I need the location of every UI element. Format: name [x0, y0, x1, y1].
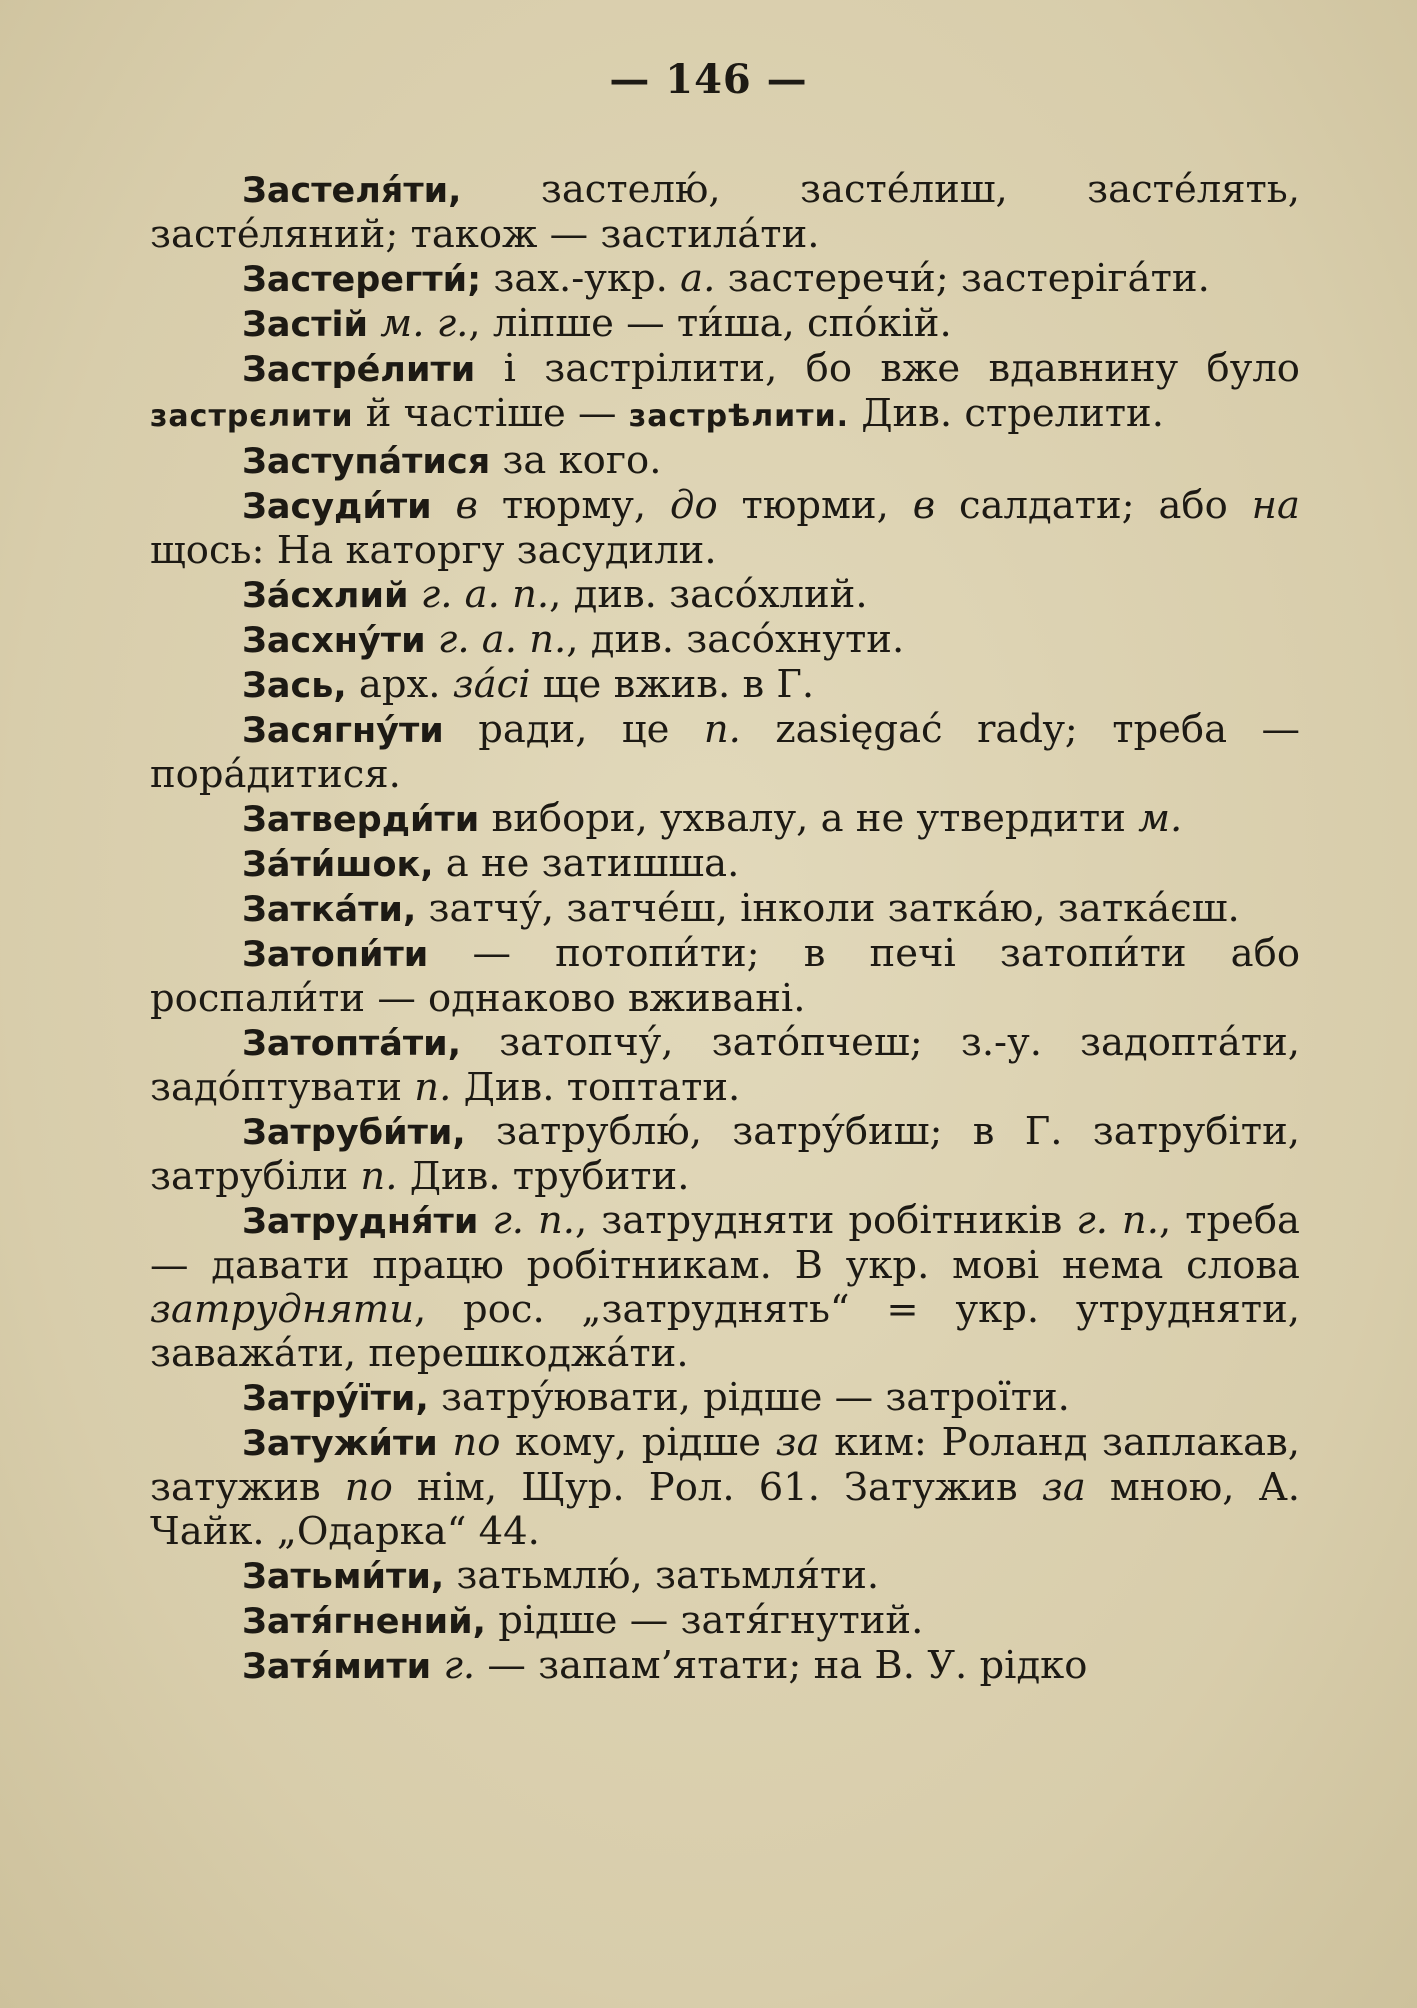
entry-headword: Заступа́тися: [242, 442, 491, 482]
entry-headword: Затя́мити: [242, 1647, 432, 1687]
dictionary-entry: [150, 257, 1300, 302]
entry-text: , ліпше — ти́ша, спо́кій.: [468, 301, 952, 346]
entry-text: ще вжив. в Г.: [530, 662, 815, 707]
entry-text: нім, Щур. Рол. 61. Затужив: [392, 1465, 1042, 1510]
entry-text: [432, 483, 456, 528]
entry-italic-text: до: [670, 483, 718, 528]
dictionary-entry: [150, 932, 1300, 1021]
dictionary-entry: [150, 573, 1300, 618]
entry-text: ради, це: [443, 707, 704, 752]
entry-italic-text: за: [775, 1420, 820, 1465]
dictionary-entry: [150, 887, 1300, 932]
dictionary-entry: [150, 842, 1300, 887]
entry-headword: Застеля́ти,: [242, 171, 462, 211]
entry-headword: Засхну́ти: [242, 621, 426, 661]
entry-text: й частіше —: [353, 391, 629, 436]
entry-headword: Засягну́ти: [242, 711, 444, 751]
entry-text: кому, рідше: [500, 1420, 776, 1465]
entry-text: тюрми,: [717, 483, 913, 528]
entry-slavonic-text: застрѣлити.: [628, 399, 849, 434]
entry-italic-text: г.: [443, 1643, 476, 1688]
entry-text: [409, 572, 421, 617]
entry-italic-text: на: [1251, 483, 1300, 528]
entry-italic-text: п.: [360, 1154, 398, 1199]
entry-text: застелю́, засте́лиш, засте́лять, засте́ляний; також — застила́ти.: [150, 167, 1300, 257]
entry-text: zasięgać rady; треба — пора́дитися.: [150, 707, 1300, 797]
entry-headword: За́схлий: [242, 576, 409, 616]
dictionary-entry: [150, 1021, 1300, 1110]
entry-headword: Затопта́ти,: [242, 1024, 462, 1064]
entry-text: затчу́, затче́ш, інколи затка́ю, затка́єш.: [416, 886, 1240, 931]
entry-text: , див. засо́хлий.: [549, 572, 868, 617]
entry-italic-text: м.: [1138, 796, 1183, 841]
entry-headword: Затка́ти,: [242, 890, 417, 930]
entry-headword: Засуди́ти: [242, 487, 432, 527]
entry-text: ким: Роланд заплакав, затужив: [150, 1420, 1300, 1510]
entry-italic-text: г. а. п.: [420, 572, 550, 617]
entry-text: Див. топтати.: [451, 1065, 741, 1110]
entry-italic-text: г. а. п.: [437, 617, 567, 662]
entry-text: арх.: [346, 662, 453, 707]
entry-text: [426, 617, 438, 662]
entry-text: затьмлю́, затьмля́ти.: [444, 1553, 880, 1598]
page-number: — 146 —: [609, 56, 808, 103]
dictionary-entries: [150, 168, 1300, 1689]
entry-headword: Затьми́ти,: [242, 1557, 445, 1597]
dictionary-entry: [150, 439, 1300, 484]
entry-text: салдати; або: [935, 483, 1252, 528]
entry-italic-text: за́сі: [452, 662, 531, 707]
entry-text: — запам’ятати; на В. У. рідко: [475, 1643, 1088, 1688]
entry-headword: Застре́лити: [242, 350, 476, 390]
entry-text: мною, А. Чайк. „Одарка“ 44.: [150, 1465, 1300, 1554]
entry-text: за кого.: [490, 438, 662, 483]
dictionary-entry: [150, 484, 1300, 573]
entry-italic-text: п.: [414, 1065, 452, 1110]
entry-text: [431, 1643, 443, 1688]
entry-italic-text: по: [344, 1465, 393, 1510]
dictionary-entry: [150, 618, 1300, 663]
entry-text: вибори, ухвалу, а не утвердити: [479, 796, 1139, 841]
entry-text: [478, 1198, 492, 1243]
entry-text: застеречи́; застеріга́ти.: [715, 256, 1210, 301]
entry-text: затрублю́, затру́биш; в Г. затрубіти, затрубіли: [150, 1109, 1300, 1199]
entry-italic-text: г. п.: [492, 1198, 576, 1243]
entry-headword: За́ти́шок,: [242, 845, 434, 885]
entry-italic-text: п.: [703, 707, 741, 752]
dictionary-entry: [150, 1421, 1300, 1554]
entry-text: [438, 1420, 453, 1465]
dictionary-entry: [150, 1376, 1300, 1421]
dictionary-entry: [150, 1599, 1300, 1644]
entry-text: , треба — давати працю робітникам. В укр. мові нема слова: [150, 1198, 1301, 1288]
entry-headword: Затрудня́ти: [242, 1202, 479, 1242]
entry-italic-text: в: [455, 483, 478, 528]
dictionary-entry: [150, 708, 1300, 797]
entry-italic-text: за: [1041, 1465, 1086, 1510]
entry-italic-text: в: [912, 483, 936, 528]
entry-text: [368, 301, 380, 346]
dictionary-entry: [150, 1644, 1300, 1689]
entry-text: щось: На каторгу засудили.: [150, 528, 717, 573]
entry-headword: Застерегти́;: [242, 260, 482, 300]
entry-slavonic-text: застрєлити: [150, 399, 354, 434]
entry-text: затру́ювати, рідше — затроїти.: [428, 1375, 1070, 1420]
entry-italic-text: м. г.: [380, 301, 469, 346]
entry-headword: Затя́гнений,: [242, 1602, 486, 1642]
entry-headword: Затужи́ти: [242, 1424, 438, 1464]
entry-text: , затрудняти робітників: [575, 1198, 1077, 1243]
entry-text: зах.-укр.: [481, 256, 681, 301]
entry-italic-text: г. п.: [1076, 1198, 1159, 1243]
entry-headword: Зась,: [242, 666, 347, 706]
dictionary-entry: [150, 347, 1300, 439]
entry-italic-text: а.: [680, 256, 716, 301]
dictionary-entry: [150, 302, 1300, 347]
dictionary-entry: [150, 168, 1300, 257]
entry-text: — потопи́ти; в печі затопи́ти або роспали́ти — однаково вживані.: [150, 931, 1300, 1021]
dictionary-entry: [150, 663, 1300, 708]
dictionary-entry: [150, 797, 1300, 842]
entry-italic-text: по: [452, 1420, 501, 1465]
dictionary-entry: [150, 1199, 1300, 1376]
dictionary-entry: [150, 1110, 1300, 1199]
entry-text: і застрілити, бо вже вдавнину було: [475, 346, 1300, 391]
entry-text: а не затишша.: [433, 841, 740, 886]
entry-text: Див. стрелити.: [849, 391, 1164, 436]
entry-text: , рос. „затруднять“ = укр. утрудняти, заважа́ти, перешкоджа́ти.: [150, 1287, 1300, 1376]
entry-italic-text: затрудняти: [150, 1287, 414, 1332]
entry-text: рідше — затя́гнутий.: [485, 1598, 924, 1643]
entry-headword: Затверди́ти: [242, 800, 480, 840]
entry-text: затопчу́, зато́пчеш; з.-у. задопта́ти, задо́птувати: [150, 1020, 1300, 1110]
entry-headword: Затру́їти,: [242, 1379, 429, 1419]
entry-text: , див. засо́хнути.: [566, 617, 905, 662]
entry-text: тюрму,: [477, 483, 671, 528]
entry-headword: Затруби́ти,: [242, 1113, 466, 1153]
entry-headword: Застій: [242, 305, 369, 345]
entry-text: Див. трубити.: [397, 1154, 690, 1199]
dictionary-entry: [150, 1554, 1300, 1599]
entry-headword: Затопи́ти: [242, 935, 429, 975]
